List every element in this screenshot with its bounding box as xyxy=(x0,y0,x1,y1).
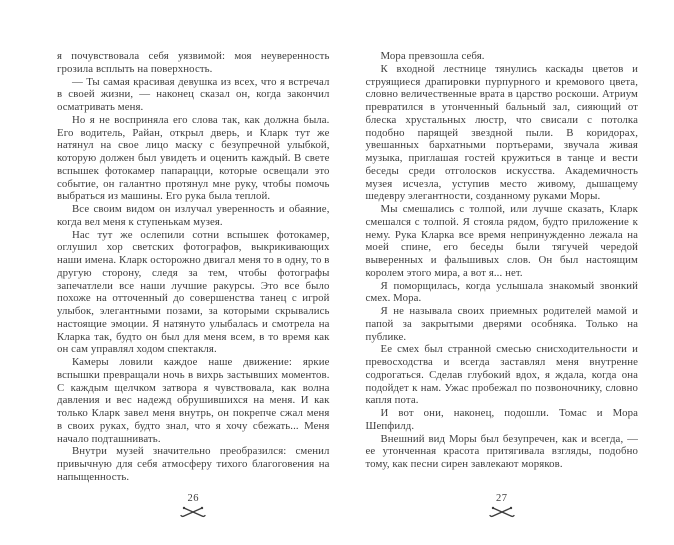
page-number: 27 xyxy=(496,493,508,504)
paragraph: Я не называла своих приемных родителей мамой и папой за закрытыми дверями особняка. Только на публике. xyxy=(365,305,638,343)
paragraph: Ее смех был странной смесью снисходительности и превосходства и всегда заставлял меня внутренне содрогаться. Сделав глубокий вдох, я ждала, когда она подойдет к нам. Ужас пробежал по позвоночнику, словно капля пота. xyxy=(365,343,638,407)
paragraph: я почувствовала себя уязвимой: моя неуверенность грозила всплыть на поверхность. xyxy=(57,50,330,75)
page-left xyxy=(57,50,330,519)
paragraph: И вот они, наконец, подошли. Томас и Мора Шепфилд. xyxy=(365,407,638,432)
paragraph: К входной лестнице тянулись каскады цветов и струящиеся драпировки пурпурного и кремового цвета, словно величественные врата в царство роскоши. Атриум превратился в утонченный бальный зал, сияющий от блеска хрустальных люстр, что свисали с потолка подобно парящей звездной пыли. В коридорах, увешанных бархатными портьерами, звучала живая музыка, приглашая гостей кружиться в танце и вести беседы среди отголосков искусства. Академичность музея исчезла, уступив место живому, дышащему шедевру элегантности, созданному руками Моры. xyxy=(365,62,638,203)
paragraph: Внутри музей значительно преобразился: сменил привычную для себя атмосферу тихого благоговения на напыщенность. xyxy=(57,445,330,483)
paragraph: Камеры ловили каждое наше движение: яркие вспышки превращали ночь в вихрь застывших моментов. С каждым щелчком затвора я чувствовала, как волна давления и вес надежд обрушившихся на меня. И как только Кларк завел меня внутрь, он покрепче сжал меня в своих руках, будто знал, что я хочу сбежать... Меня начало подташнивать. xyxy=(57,356,330,445)
paragraph: Нас тут же ослепили сотни вспышек фотокамер, оглушил хор светских фотографов, выкрикивающих наши имена. Кларк осторожно двигал меня то в одну, то в другую сторону, следя за тем, чтобы фотографы запечатлели все наши лучшие ракурсы. Это все было похоже на отточенный до совершенства танец с игрой улыбок, элегантными позами, за которыми скрывались настоящие эмоции. Я натянуто улыбалась и смотрела на Кларка так, будто он был для меня всем, в то время как он сам управлял ходом спектакля. xyxy=(57,228,330,356)
paragraph: Все своим видом он излучал уверенность и обаяние, когда вел меня к ступенькам музея. xyxy=(57,203,330,228)
paragraph: Мы смешались с толпой, или лучше сказать, Кларк смешался с толпой. Я стояла рядом, будто приложение к нему. Рука Кларка все время непринужденно лежала на моей спине, его беседы были тягучей чередой выверенных и фальшивых слов. Он был настоящим королем этого мира, а вот я... нет. xyxy=(365,203,638,279)
paragraph: Внешний вид Моры был безупречен, как и всегда, — ее утонченная красота притягивала взгляды, подобно тому, как песни сирен завлекают моряков. xyxy=(365,432,638,470)
page-number: 26 xyxy=(187,493,199,504)
page-right xyxy=(366,50,639,519)
paragraph: — Ты самая красивая девушка из всех, что я встречал в своей жизни, — наконец сказал он, когда закончил осматривать меня. xyxy=(57,75,330,113)
page-left-footer xyxy=(57,485,330,519)
crossed-clubs-ornament xyxy=(489,506,515,519)
paragraph: Мора превзошла себя. xyxy=(380,50,485,62)
paragraph: Я поморщилась, когда услышала знакомый звонкий смех. Мора. xyxy=(365,279,638,305)
page-left-text xyxy=(57,50,330,485)
page-right-footer xyxy=(366,485,639,519)
page-right-text xyxy=(366,50,639,485)
paragraph: Но я не восприняла его слова так, как должна была. Его водитель, Райан, открыл дверь, и Кларк тут же натянул на свое лицо маску с безупречной улыбкой, которую должен был увидеть и оценить каждый. В свете вспышек фотокамер папарацци, которые освещали это событие, он галантно протянул мне руку, чтобы помочь выбраться из машины. Его рука была теплой. xyxy=(57,113,330,203)
crossed-clubs-ornament xyxy=(180,506,206,519)
